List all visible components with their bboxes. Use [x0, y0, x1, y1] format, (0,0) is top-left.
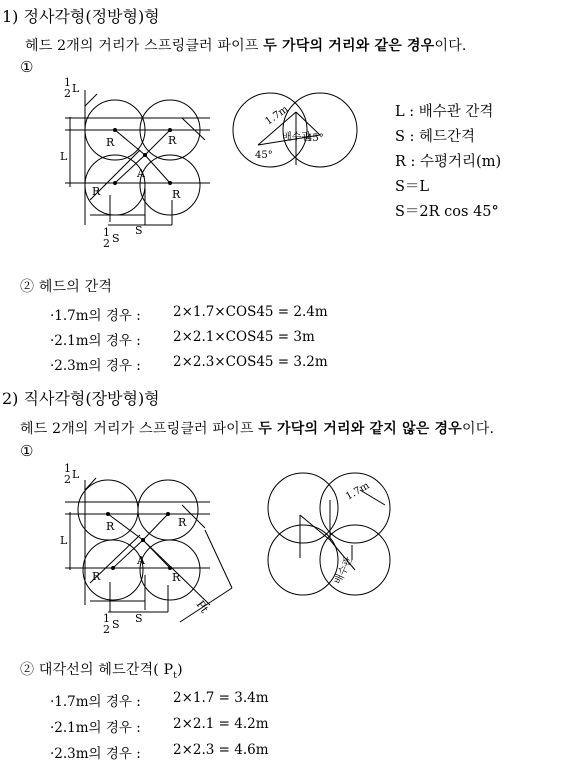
fig2-r-label-2: R [178, 516, 187, 529]
section2-row-3-label: ·2.3m의 경우 : [50, 746, 141, 762]
fig1-half-l-num: 1 [64, 76, 71, 89]
fig1-half-s-num: 1 [103, 226, 110, 239]
section1-desc-bold: 두 가닥의 거리와 같은 경우 [263, 38, 435, 54]
fig1b-angle-left: 45° [255, 150, 273, 161]
fig1b-pipe: 배수관 [282, 132, 311, 143]
fig2b-radius: 1.7m [344, 480, 372, 503]
section1-row-2-expr: 2×2.1×COS45 = 3m [173, 329, 315, 345]
section1-figure-marker: ① [20, 58, 34, 76]
section2-row-1-label: ·1.7m의 경우 : [50, 694, 141, 710]
section2-row-3-expr: 2×2.3 = 4.6m [173, 742, 269, 758]
section1-row-1-label: ·1.7m의 경우 : [50, 308, 141, 324]
legend-item: L : 배수관 간격 [395, 104, 494, 120]
section1-subheading: ② 헤드의 간격 [20, 279, 113, 295]
section1-desc-post: 이다. [434, 38, 467, 54]
fig1-half-l-den: 2 [64, 87, 71, 100]
legend-item: S＝2R cos 45° [395, 204, 499, 220]
fig1-r-label-3: R [92, 185, 101, 198]
legend-item: S : 헤드간격 [395, 129, 476, 145]
section1-row-1-expr: 2×1.7×COS45 = 2.4m [173, 304, 328, 320]
section1-row-3-label: ·2.3m의 경우 : [50, 358, 141, 374]
section2-row-1-expr: 2×1.7 = 3.4m [173, 690, 269, 706]
legend-item: R : 수평거리(m) [395, 154, 502, 170]
fig1b-radius: 1.7m [263, 103, 291, 128]
fig2-r-label-3: R [92, 570, 101, 583]
fig2-l-label: L [60, 534, 68, 547]
fig2-half-s-num: 1 [103, 612, 110, 625]
section2-desc-pre: 헤드 2개의 거리가 스프링클러 파이프 [20, 421, 259, 437]
section1-title: 1) 정사각형(정방형)형 [2, 7, 160, 26]
fig1-s-label: S [135, 224, 143, 237]
fig2-pt-label: Pt [193, 598, 211, 616]
section1-legend [395, 100, 501, 225]
section2-title: 2) 직사각형(장방형)형 [2, 389, 160, 408]
fig2-half-s-letter: S [112, 618, 120, 631]
section1-row-2-label: ·2.1m의 경우 : [50, 333, 141, 349]
fig2-half-l-den: 2 [64, 473, 71, 486]
fig1-half-s-den: 2 [103, 237, 110, 250]
fig1-half-s-letter: S [112, 232, 120, 245]
section2-subheading [20, 659, 183, 681]
legend-item: S＝L [395, 179, 430, 195]
section2-row-2-label: ·2.1m의 경우 : [50, 720, 141, 736]
section2-desc-post: 이다. [462, 421, 495, 437]
section1-row-3-expr: 2×2.3×COS45 = 3.2m [173, 354, 328, 370]
section2-figure-marker: ① [20, 442, 34, 460]
fig1-r-label-4: R [172, 188, 181, 201]
section2-description [20, 418, 494, 438]
section2-subheading-text: ② 대각선의 헤드간격( P [20, 662, 174, 678]
fig2-s-label: S [135, 612, 143, 625]
fig1-half-l-letter: L [72, 82, 80, 95]
fig1-r-label-2: R [168, 134, 177, 147]
fig2-half-l-num: 1 [64, 462, 71, 475]
fig1b-angle-right: 45° [306, 133, 324, 144]
fig1-a-label: A [137, 167, 145, 180]
section2-desc-bold: 두 가닥의 거리와 같지 않은 경우 [258, 421, 463, 437]
section2-row-2-expr: 2×2.1 = 4.2m [173, 716, 269, 732]
section1-desc-pre: 헤드 2개의 거리가 스프링클러 파이프 [25, 38, 264, 54]
fig2b-pipe: 배수관 [332, 555, 355, 587]
section2-subheading-sub: t [173, 670, 178, 681]
fig2-r-label-4: R [172, 571, 181, 584]
fig2-r-label-1: R [106, 520, 115, 533]
fig2-a-label: A [137, 554, 145, 567]
section2-subheading-close: ) [177, 662, 183, 678]
fig1-l-label: L [60, 150, 68, 163]
fig2-half-s-den: 2 [103, 623, 110, 636]
fig2-half-l-letter: L [72, 468, 80, 481]
fig1-r-label-1: R [106, 136, 115, 149]
